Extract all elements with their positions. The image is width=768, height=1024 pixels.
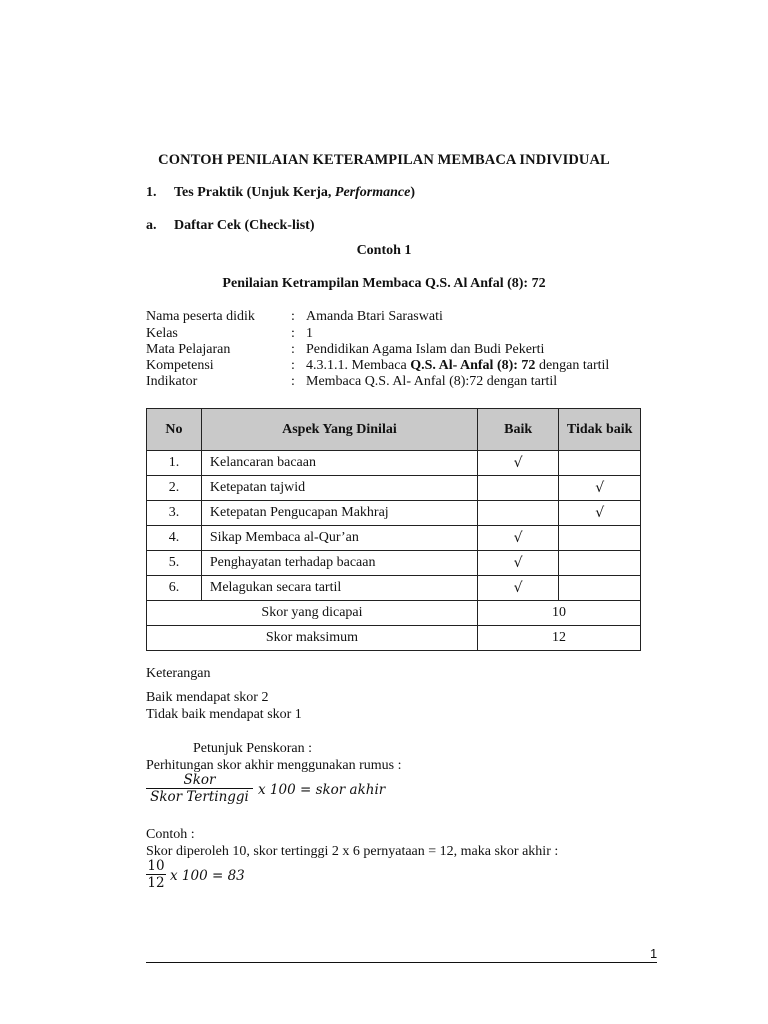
info-colon: : (291, 342, 295, 357)
example-rest: x 100 = 83 (170, 868, 245, 884)
contoh-line: Skor diperoleh 10, skor tertinggi 2 x 6 pernyataan = 12, maka skor akhir : (146, 844, 559, 859)
table-row (147, 476, 641, 501)
table-header-row (147, 409, 641, 451)
table-row (147, 551, 641, 576)
page-number: 1 (650, 946, 658, 961)
score-max-label: Skor maksimum (147, 626, 478, 651)
info-value: Pendidikan Agama Islam dan Budi Pekerti (306, 342, 545, 357)
row-aspek: Ketepatan tajwid (201, 476, 477, 501)
row-baik-check: √ (477, 526, 558, 551)
table-row (147, 451, 641, 476)
info-row-mapel (146, 342, 706, 359)
header-aspek: Aspek Yang Dinilai (201, 409, 477, 451)
row-tidak-baik-check (559, 451, 641, 476)
row-tidak-baik-check (559, 526, 641, 551)
row-tidak-baik-check: √ (559, 476, 641, 501)
row-baik-check: √ (477, 551, 558, 576)
row-tidak-baik-check (559, 576, 641, 601)
info-colon: : (291, 309, 295, 324)
row-baik-check: √ (477, 451, 558, 476)
score-max-row (147, 626, 641, 651)
header-no: No (147, 409, 202, 451)
info-value: Amanda Btari Saraswati (306, 309, 443, 324)
row-aspek: Ketepatan Pengucapan Makhraj (201, 501, 477, 526)
row-tidak-baik-check: √ (559, 501, 641, 526)
assessment-subtitle: Penilaian Ketrampilan Membaca Q.S. Al Anfal (8): 72 (222, 276, 546, 291)
header-baik: Baik (477, 409, 558, 451)
info-colon: : (291, 374, 295, 389)
table-row (147, 576, 641, 601)
example-denominator: 12 (147, 875, 165, 891)
header-tidak-baik: Tidak baik (559, 409, 641, 451)
section-1-text: Tes Praktik (Unjuk Kerja, (174, 185, 335, 200)
info-label: Nama peserta didik (146, 309, 255, 324)
competency-suffix: dengan tartil (535, 358, 610, 373)
competency-code: 4.3.1.1. Membaca (306, 358, 411, 373)
document-title: CONTOH PENILAIAN KETERAMPILAN MEMBACA INDIVIDUAL (158, 152, 610, 168)
info-colon: : (291, 358, 295, 373)
row-baik-check (477, 501, 558, 526)
info-value (306, 358, 609, 374)
row-no: 3. (147, 501, 202, 526)
row-aspek: Kelancaran bacaan (201, 451, 477, 476)
row-aspek: Sikap Membaca al-Qur’an (201, 526, 477, 551)
keterangan-tidak-baik: Tidak baik mendapat skor 1 (146, 707, 302, 722)
petunjuk-heading: Petunjuk Penskoran : (193, 741, 312, 756)
contoh-heading: Contoh : (146, 827, 195, 842)
row-no: 2. (147, 476, 202, 501)
row-no: 1. (147, 451, 202, 476)
formula-fraction (146, 772, 253, 805)
info-row-kompetensi (146, 358, 706, 375)
row-aspek: Melagukan secara tartil (201, 576, 477, 601)
section-1-number: 1. (146, 185, 157, 200)
row-baik-check: √ (477, 576, 558, 601)
petunjuk-line: Perhitungan skor akhir menggunakan rumus : (146, 758, 402, 773)
score-max-value: 12 (477, 626, 640, 651)
score-achieved-value: 10 (477, 601, 640, 626)
section-a-heading (146, 218, 315, 234)
formula-numerator: Skor (183, 772, 216, 788)
score-achieved-row (147, 601, 641, 626)
row-baik-check (477, 476, 558, 501)
example-numerator: 10 (147, 858, 165, 874)
info-label: Kelas (146, 326, 178, 341)
section-1-close: ) (410, 185, 415, 200)
table-row (147, 501, 641, 526)
formula-denominator: Skor Tertinggi (150, 789, 249, 805)
info-label: Mata Pelajaran (146, 342, 231, 357)
info-label: Indikator (146, 374, 198, 389)
section-a-text: Daftar Cek (Check-list) (174, 218, 315, 233)
row-no: 5. (147, 551, 202, 576)
info-colon: : (291, 326, 295, 341)
section-1-italic: Performance (334, 185, 411, 200)
info-label: Kompetensi (146, 358, 214, 373)
example-fraction (146, 858, 166, 891)
table-row (147, 526, 641, 551)
score-achieved-label: Skor yang dicapai (147, 601, 478, 626)
keterangan-baik: Baik mendapat skor 2 (146, 690, 269, 705)
section-a-number: a. (146, 218, 157, 233)
row-tidak-baik-check (559, 551, 641, 576)
section-1-heading (146, 185, 415, 201)
info-value: Membaca Q.S. Al- Anfal (8):72 dengan tartil (306, 374, 558, 389)
info-row-nama (146, 309, 706, 326)
example-heading: Contoh 1 (356, 243, 412, 258)
info-value: 1 (306, 326, 313, 341)
row-no: 4. (147, 526, 202, 551)
info-row-indikator (146, 374, 706, 391)
row-aspek: Penghayatan terhadap bacaan (201, 551, 477, 576)
keterangan-heading: Keterangan (146, 666, 211, 681)
footer-rule (146, 962, 657, 963)
formula-rest: x 100 = skor akhir (258, 782, 386, 798)
assessment-table (146, 408, 641, 651)
info-row-kelas (146, 326, 706, 343)
row-no: 6. (147, 576, 202, 601)
competency-surah: Q.S. Al- Anfal (8): 72 (410, 358, 536, 373)
